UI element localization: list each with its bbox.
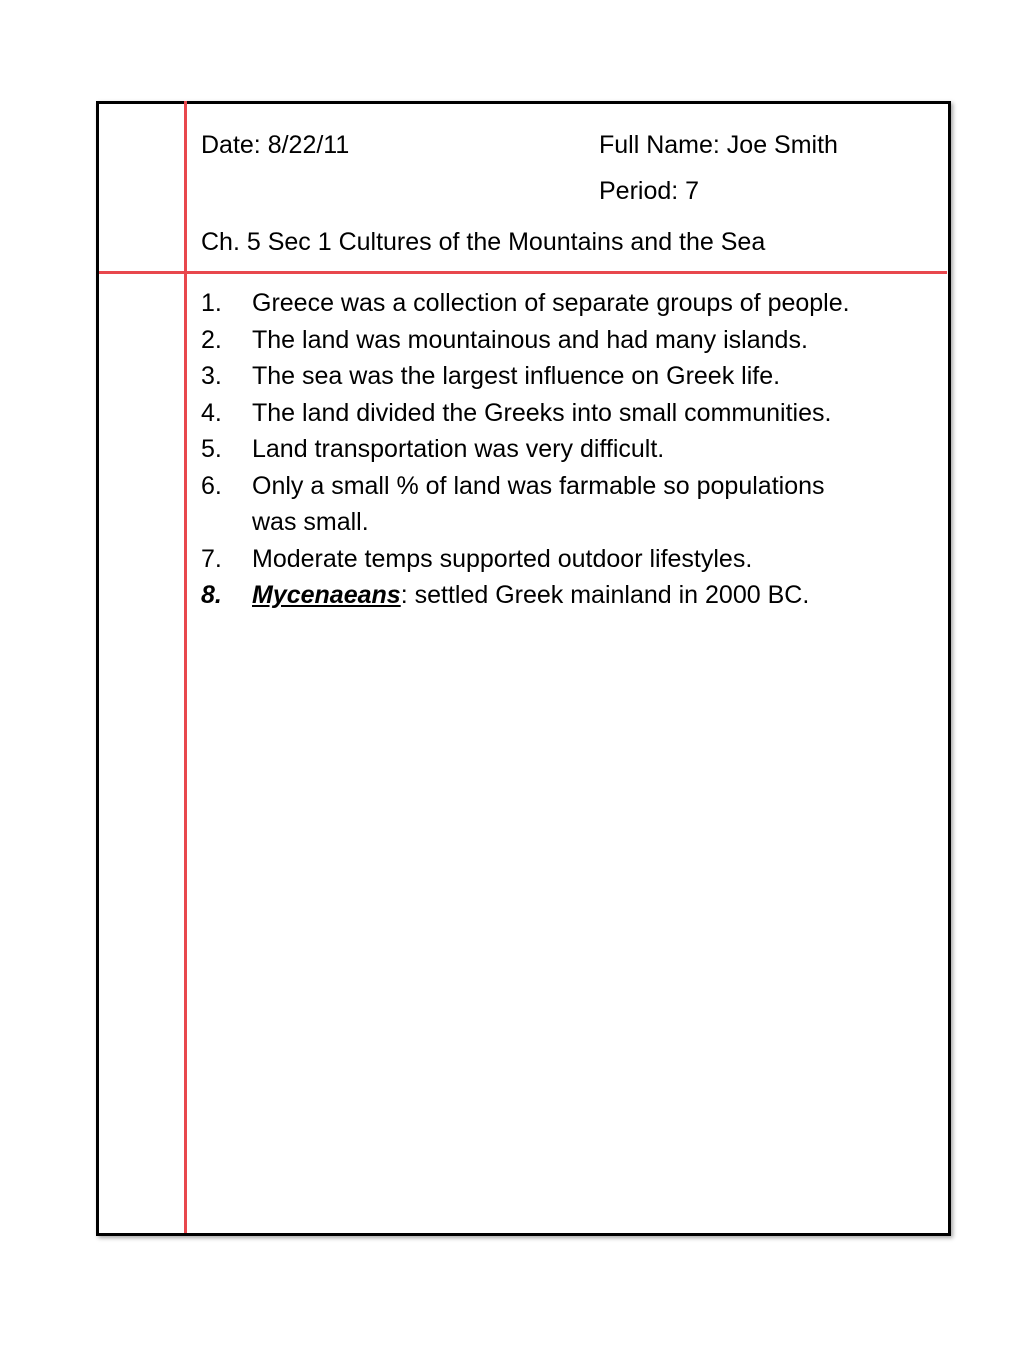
note-text: The sea was the largest influence on Greek life. xyxy=(252,362,781,390)
note-item xyxy=(201,541,931,578)
note-number: 8. xyxy=(201,581,222,609)
note-item xyxy=(201,468,931,541)
note-text: Land transportation was very difficult. xyxy=(252,435,665,463)
note-text: Moderate temps supported outdoor lifestyles. xyxy=(252,544,753,573)
note-number: 7. xyxy=(201,544,222,573)
note-text-continued: was small. xyxy=(252,508,369,536)
note-text: Greece was a collection of separate groups of people. xyxy=(252,289,850,317)
note-item xyxy=(201,285,931,322)
note-text: : settled Greek mainland in 2000 BC. xyxy=(400,581,810,609)
note-text: Only a small % of land was farmable so populations xyxy=(252,471,825,500)
note-number: 6. xyxy=(201,471,222,500)
note-item xyxy=(201,577,931,614)
note-item xyxy=(201,395,931,432)
note-number: 4. xyxy=(201,398,222,427)
header-rule-line xyxy=(99,271,947,274)
period-field: Period: 7 xyxy=(599,177,700,205)
full-name-field: Full Name: Joe Smith xyxy=(599,131,838,159)
note-item xyxy=(201,358,931,395)
date-field: Date: 8/22/11 xyxy=(201,131,350,159)
note-text: The land was mountainous and had many islands. xyxy=(252,325,808,354)
note-number: 1. xyxy=(201,289,222,317)
section-title: Ch. 5 Sec 1 Cultures of the Mountains and the Sea xyxy=(201,228,766,256)
note-number: 5. xyxy=(201,435,222,463)
note-number: 2. xyxy=(201,325,222,354)
note-item xyxy=(201,322,931,359)
note-number: 3. xyxy=(201,362,222,390)
vocabulary-term: Mycenaeans xyxy=(252,581,401,609)
notes-list xyxy=(201,285,931,614)
note-item xyxy=(201,431,931,468)
note-text: The land divided the Greeks into small communities. xyxy=(252,398,832,427)
